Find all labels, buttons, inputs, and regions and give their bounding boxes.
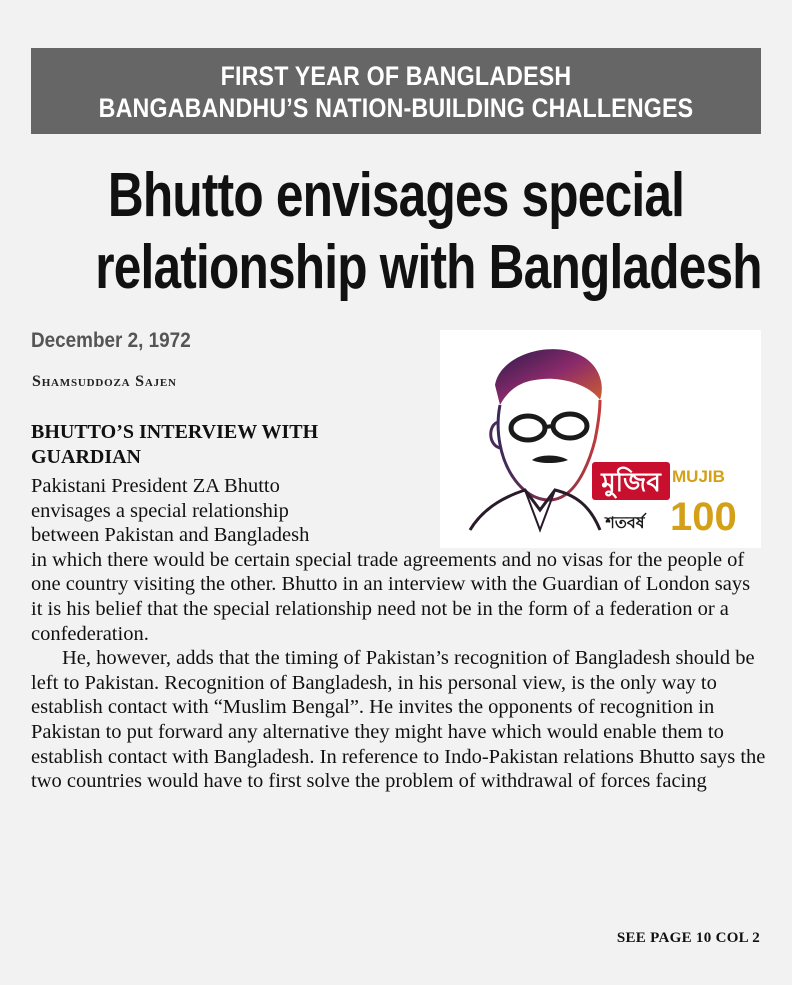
paragraph-2: He, however, adds that the timing of Pakistan’s recognition of Bangladesh should be left to Pakistan. Recognition of Bangladesh, in his personal view, is the only way to establish contact with “Muslim Bengal”. He invites the opponents of recognition in Pakistan to put forward any alternative they might have which would enable them to establish contact with Bangladesh. In reference to Indo-Pakistan relations Bhutto says the two countries would have to first solve the problem of withdrawal of forces facing <box>31 647 766 793</box>
logo-bengali-sub: শতবর্ষ <box>605 513 645 532</box>
banner-line-2: BANGABANDHU’S NATION-BUILDING CHALLENGES <box>98 93 694 123</box>
headline-line-1: Bhutto envisages special <box>107 161 685 230</box>
p1-narrow-line-1: Pakistani President ZA Bhutto <box>31 475 280 497</box>
p1-rest: in which there would be certain special trade agreements and no visas for the people of one country visiting the other. Bhutto in an interview with the Guardian of London says it is his belief that the special relationship need not be in the form of a federation or a confederation. <box>31 548 751 645</box>
banner-line-1: FIRST YEAR OF BANGLADESH <box>220 61 572 91</box>
section-banner <box>31 48 761 134</box>
headline-line-2: relationship with Bangladesh <box>95 233 762 302</box>
p1-narrow-line-2: envisages a special relationship <box>31 499 289 522</box>
article-date: December 2, 1972 <box>31 329 191 352</box>
article-subhead: BHUTTO’S INTERVIEW WITH GUARDIAN <box>31 421 319 468</box>
logo-english-word: MUJIB <box>672 467 725 486</box>
p1-narrow-line-3: between Pakistan and Bangladesh <box>31 524 310 547</box>
logo-bengali-word: মুজিব <box>601 468 661 498</box>
byline: Shamsuddoza Sajen <box>32 373 177 390</box>
paragraph-1 <box>31 474 766 646</box>
continuation-note: SEE PAGE 10 COL 2 <box>616 930 760 946</box>
article-body <box>31 474 766 794</box>
headline <box>20 160 772 304</box>
logo-number: 100 <box>670 495 737 539</box>
